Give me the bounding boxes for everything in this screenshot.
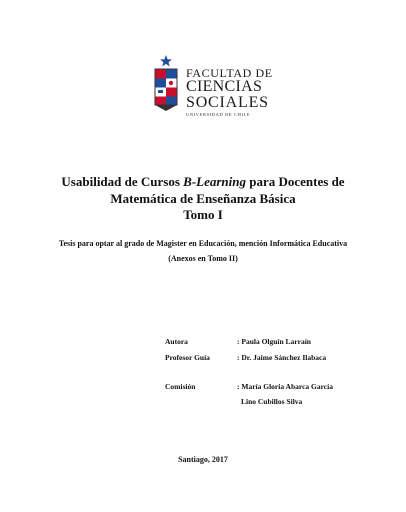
annex-note: (Anexos en Tomo II) (168, 254, 238, 263)
thesis-description: Tesis para optar al grado de Magister en Educación, mención Informática Educativa (58, 239, 348, 248)
university-crest-icon (150, 54, 182, 112)
committee-member-1: : María Gloria Abarca García (237, 382, 333, 391)
advisor-label: Profesor Guía (165, 353, 210, 362)
logo-line-ciencias: CIENCIAS (186, 78, 263, 95)
advisor-value: : Dr. Jaime Sánchez Ilabaca (237, 353, 327, 362)
document-title-line-2: Matemática de Enseñanza Básica (110, 191, 296, 206)
committee-member-2: Lino Cubillos Silva (241, 397, 303, 406)
author-value: : Paula Olguín Larraín (237, 337, 311, 346)
committee-label: Comisión (165, 382, 196, 391)
faculty-logo (150, 54, 273, 117)
author-label: Autora (165, 337, 188, 346)
logo-line-university: UNIVERSIDAD DE CHILE (186, 112, 251, 117)
place-date: Santiago, 2017 (178, 455, 228, 464)
document-title-line-1: Usabilidad de Cursos B-Learning para Docentes de (61, 174, 345, 189)
logo-line-faculty: FACULTAD DE (186, 66, 273, 80)
logo-line-sociales: SOCIALES (186, 94, 269, 111)
document-volume: Tomo I (183, 207, 223, 222)
